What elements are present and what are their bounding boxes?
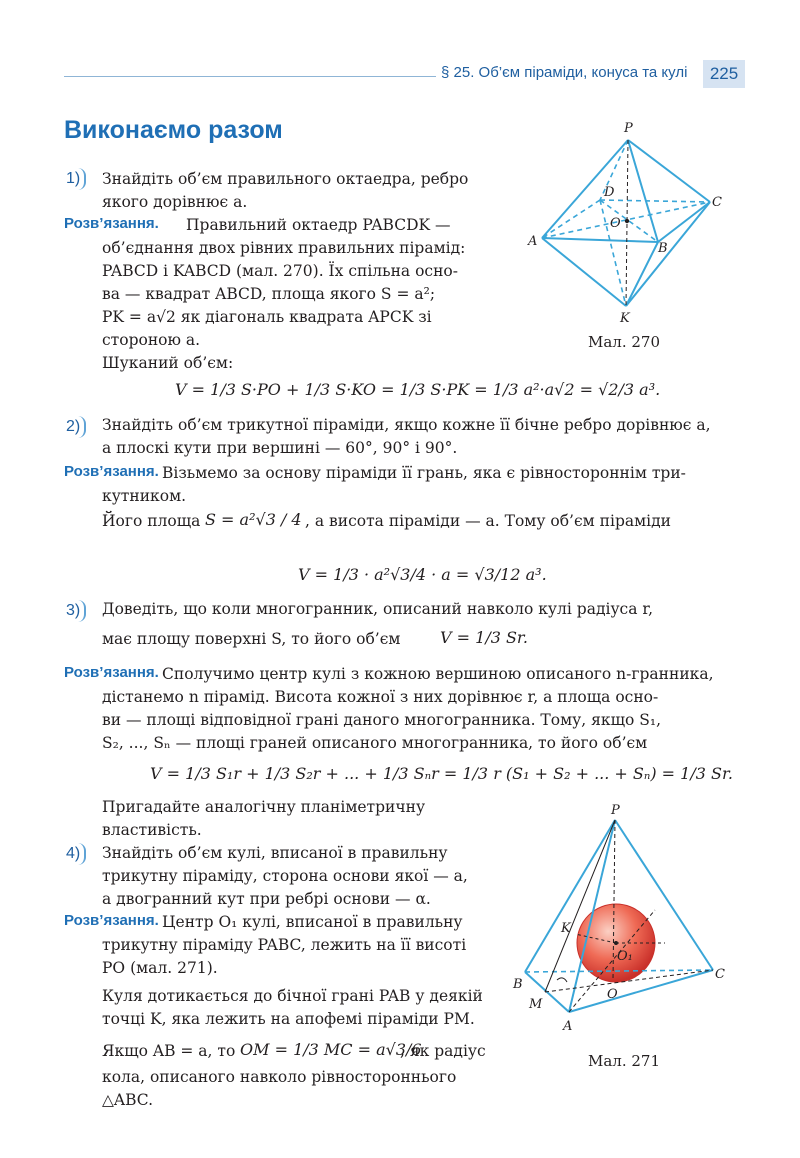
task-3-statement-formula: V = 1/3 Sr. bbox=[440, 628, 528, 647]
task-4-last-text-2: , як радіус bbox=[400, 1042, 486, 1060]
task-2-area-text-1: Його площа bbox=[102, 512, 201, 530]
fig271-label-C: C bbox=[715, 967, 725, 982]
task-1-solution-line-5: PK = a√2 як діагональ квадрата APCK зі bbox=[102, 308, 432, 326]
task-4-solution-line-1: Центр O₁ кулі, вписаної в правильну bbox=[162, 913, 463, 931]
task-2-volume-formula: V = 1/3 · a²√3/4 · a = √3/12 a³. bbox=[298, 565, 547, 584]
solution-label-2: Розв’язання. bbox=[64, 463, 159, 480]
fig271-label-O: O bbox=[607, 987, 618, 1002]
task-1-solution-line-6: стороною a. bbox=[102, 331, 201, 349]
fig271-label-M: M bbox=[529, 997, 543, 1012]
task-1-formula: V = 1/3 S·PO + 1/3 S·KO = 1/3 S·PK = 1/3 a²·a√2 = √2/3 a³. bbox=[175, 380, 661, 399]
task-3-solution-line-2: дістанемо n пірамід. Висота кожної з них дорівнює r, а площа осно- bbox=[102, 688, 659, 706]
fig270-label-A: A bbox=[528, 234, 538, 249]
task-1-solution-line-1: Правильний октаедр PABCDK — bbox=[186, 216, 451, 234]
task-1-solution-line-4: ва — квадрат ABCD, площа якого S = a²; bbox=[102, 285, 436, 303]
task-4-line-2: трикутну піраміду, сторона основи якої — a, bbox=[102, 867, 468, 885]
task-2-solution-line-1: Візьмемо за основу піраміди її грань, яка є рівностороннім три- bbox=[162, 464, 686, 482]
task-1-line-2: якого дорівнює a. bbox=[102, 193, 248, 211]
solution-label-1: Розв’язання. bbox=[64, 215, 159, 232]
task-3-note-line-1: Пригадайте аналогічну планіметричну bbox=[102, 798, 426, 816]
task-4-last-formula: OM = 1/3 MC = a√3/6 bbox=[240, 1040, 422, 1059]
task-3-formula: V = 1/3 S₁r + 1/3 S₂r + ... + 1/3 Sₙr = 1/3 r (S₁ + S₂ + ... + Sₙ) = 1/3 Sr. bbox=[150, 764, 733, 783]
page-heading: Виконаємо разом bbox=[64, 116, 283, 144]
fig271-label-K: K bbox=[561, 921, 571, 936]
figure-271-caption: Мал. 271 bbox=[588, 1052, 660, 1070]
task-2-solution-line-2: кутником. bbox=[102, 487, 187, 505]
task-1-line-1: Знайдіть об’єм правильного октаедра, ребро bbox=[102, 170, 469, 188]
fig270-label-K: K bbox=[620, 311, 630, 326]
figure-270-caption: Мал. 270 bbox=[588, 333, 660, 351]
fig271-label-A: A bbox=[563, 1019, 573, 1034]
task-3-number: 3) bbox=[66, 602, 81, 619]
solution-label-4: Розв’язання. bbox=[64, 912, 159, 929]
header-rule bbox=[64, 76, 436, 77]
task-3-line-2: має площу поверхні S, то його об’єм bbox=[102, 630, 401, 648]
task-2-number: 2) bbox=[66, 418, 81, 435]
task-4-solution-line-4: Куля дотикається до бічної грані PAB у деякій bbox=[102, 987, 483, 1005]
task-3-solution-line-3: ви — площі відповідної грані даного многогранника. Тому, якщо S₁, bbox=[102, 711, 662, 729]
task-3-line-1: Доведіть, що коли многогранник, описаний навколо кулі радіуса r, bbox=[102, 600, 654, 618]
solution-label-3: Розв’язання. bbox=[64, 664, 159, 681]
fig270-label-O: O bbox=[610, 216, 621, 231]
task-1-solution-line-3: PABCD і KABCD (мал. 270). Їх спільна осно- bbox=[102, 262, 459, 280]
task-4-solution-line-3: PO (мал. 271). bbox=[102, 959, 218, 977]
task-2-line-1: Знайдіть об’єм трикутної піраміди, якщо кожне її бічне ребро дорівнює a, bbox=[102, 416, 711, 434]
fig270-label-B: B bbox=[658, 241, 668, 256]
fig271-label-B: B bbox=[513, 977, 523, 992]
task-4-line-1: Знайдіть об’єм кулі, вписаної в правильну bbox=[102, 844, 448, 862]
task-4-number: 4) bbox=[66, 845, 81, 862]
task-4-solution-line-2: трикутну піраміду PABC, лежить на її висоті bbox=[102, 936, 467, 954]
task-2-line-2: а плоскі кути при вершині — 60°, 90° і 90°. bbox=[102, 439, 458, 457]
task-4-line-3: а двогранний кут при ребрі основи — α. bbox=[102, 890, 431, 908]
task-1-number: 1) bbox=[66, 170, 81, 187]
task-4-last-text-1: Якщо AB = a, то bbox=[102, 1042, 236, 1060]
task-4-last-line-2: △ABC. bbox=[102, 1091, 154, 1109]
page-number: 225 bbox=[703, 60, 745, 88]
figure-271-pyramid-with-sphere bbox=[505, 800, 745, 1035]
fig270-label-C: C bbox=[712, 195, 722, 210]
task-3-solution-line-1: Сполучимо центр кулі з кожною вершиною описаного n-гранника, bbox=[162, 665, 714, 683]
figure-270-octahedron bbox=[520, 118, 740, 330]
fig270-label-D: D bbox=[604, 185, 615, 200]
task-1-solution-line-7: Шуканий об’єм: bbox=[102, 354, 234, 372]
fig270-label-P: P bbox=[624, 121, 633, 136]
task-3-note-line-2: властивість. bbox=[102, 821, 202, 839]
task-4-solution-line-5: точці K, яка лежить на апофемі піраміди PM. bbox=[102, 1010, 475, 1028]
task-2-area-formula: S = a²√3 / 4 bbox=[205, 510, 302, 529]
task-2-area-text-2: , а висота піраміди — a. Тому об’єм піраміди bbox=[305, 512, 671, 530]
fig271-label-O1: O₁ bbox=[617, 949, 633, 964]
task-3-solution-line-4: S₂, ..., Sₙ — площі граней описаного многогранника, то його об’єм bbox=[102, 734, 648, 752]
fig271-label-P: P bbox=[611, 803, 620, 818]
header-section-title: § 25. Об’єм піраміди, конуса та кулі bbox=[441, 64, 688, 81]
task-4-last-line-1: кола, описаного навколо рівностороннього bbox=[102, 1068, 457, 1086]
task-1-solution-line-2: об’єднання двох рівних правильних пірамід: bbox=[102, 239, 466, 257]
